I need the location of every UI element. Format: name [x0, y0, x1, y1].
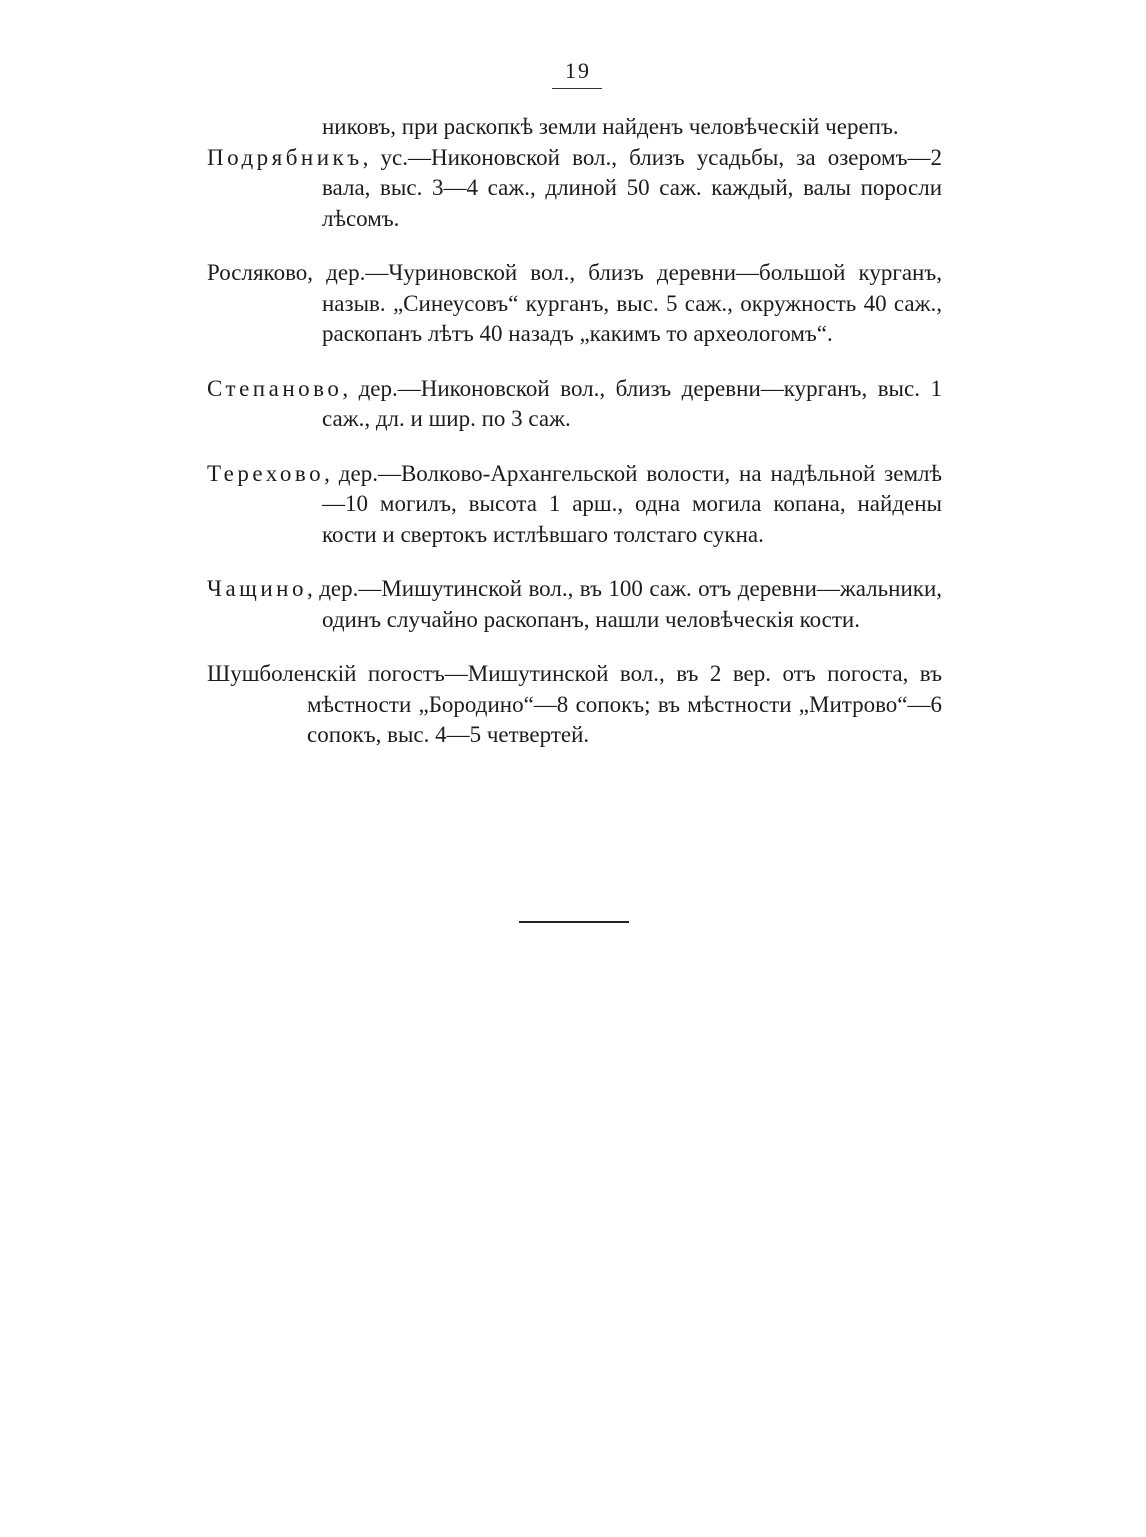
entry-text: —Мишутинской вол., въ 2 вер. отъ погоста, въ мѣстности „Бородино“—8 сопокъ; въ мѣстности „Митрово“—6 сопокъ, выс. 4—5 четвертей. [307, 661, 942, 747]
entry-text: , дер.—Мишутинской вол., въ 100 саж. отъ деревни—жальники, одинъ случайно раскопанъ, нашли человѣческія кости. [306, 576, 942, 632]
entry-continuation [207, 112, 942, 143]
entry-terekhovo [207, 459, 942, 551]
entry-headword: Подрябникъ [207, 144, 363, 170]
page-number-rule [552, 88, 602, 89]
entry-roslyakovo [207, 258, 942, 350]
entry-text: , дер.—Чуриновской вол., близъ деревни—большой курганъ, назыв. „Синеусовъ“ курганъ, выс. 5 саж., окружность 40 саж., раскопанъ лѣтъ 40 назадъ „какимъ то археологомъ“. [307, 260, 942, 346]
text-block [207, 112, 942, 751]
entry-text: , ус.—Никоновской вол., близъ усадьбы, за озеромъ—2 вала, выс. 3—4 саж., длиной 50 саж. каждый, валы поросли лѣсомъ. [322, 144, 942, 231]
entry-text: никовъ, при раскопкѣ земли найденъ человѣческій черепъ. [322, 114, 899, 139]
entry-shushbolensky [207, 659, 942, 751]
entry-headword: Чащино [207, 576, 307, 601]
entry-podryabnik [207, 143, 942, 235]
entry-text: , дер.—Никоновской вол., близъ деревни—курганъ, выс. 1 саж., дл. и шир. по 3 саж. [322, 375, 942, 431]
entry-headword: Терехово [207, 460, 325, 486]
entry-text: , дер.—Волково-Архангельской волости, на надѣльной землѣ—10 могилъ, высота 1 арш., одна могила копана, найдены кости и свертокъ истлѣвшаго толстаго сукна. [322, 460, 942, 547]
entry-headword: Шушболенскій погостъ [207, 661, 445, 686]
page-number: 19 [565, 58, 591, 83]
entry-chashchino [207, 574, 942, 635]
end-rule [519, 921, 629, 923]
entry-stepanovo [207, 374, 942, 435]
entry-headword: Степаново [207, 375, 343, 401]
entry-headword: Росляково [207, 260, 308, 285]
